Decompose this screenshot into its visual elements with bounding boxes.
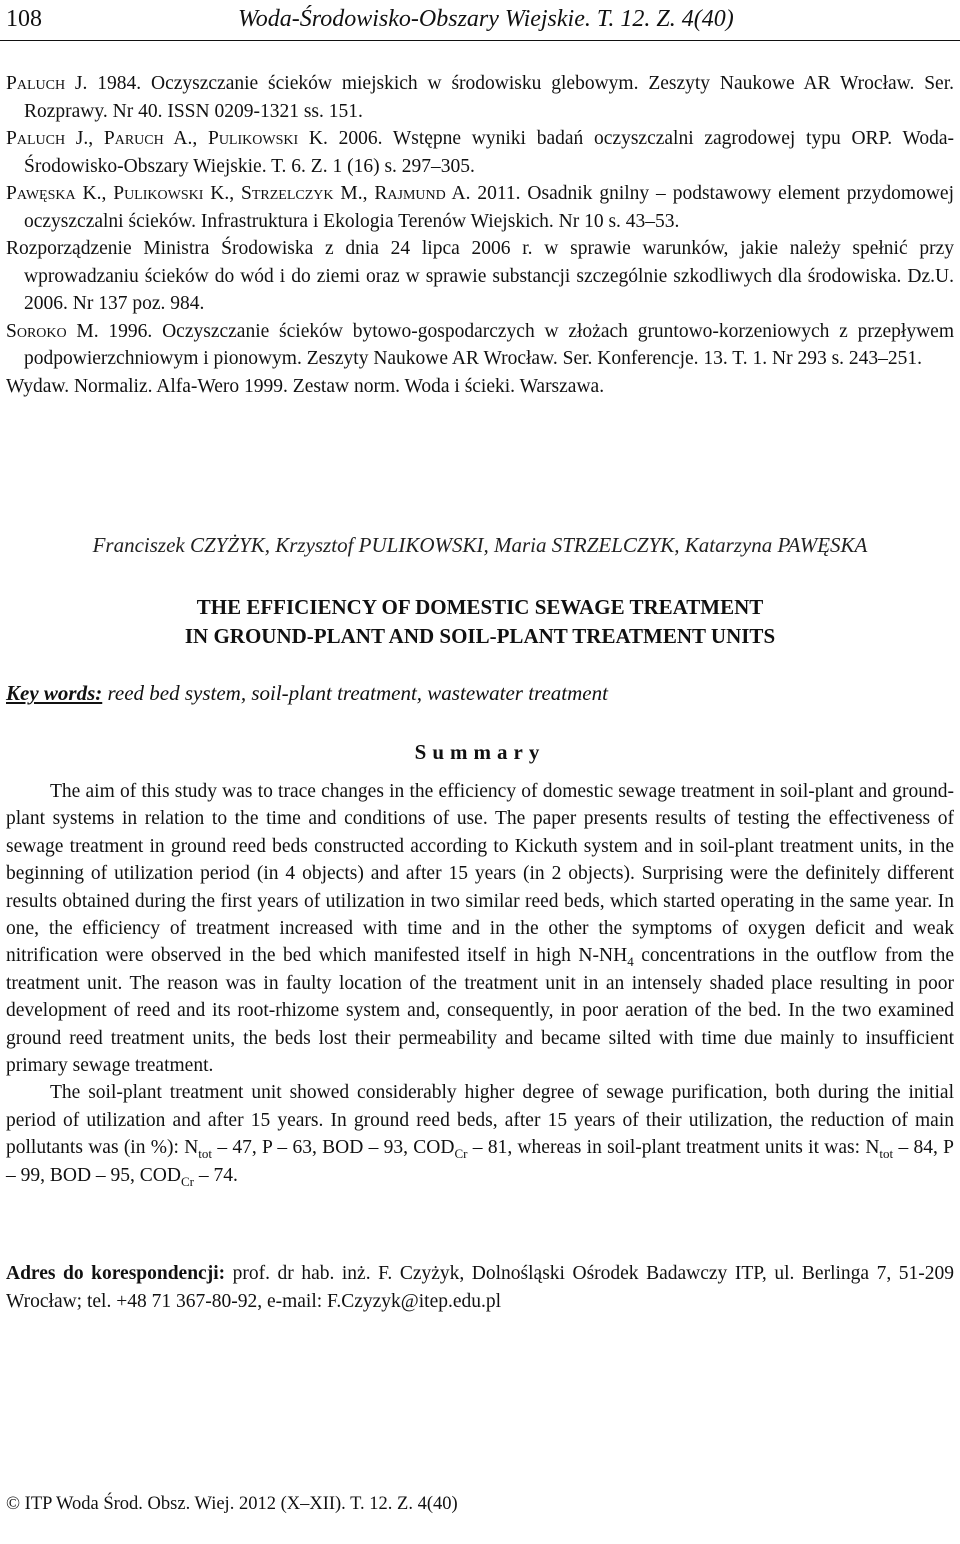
address-label: Adres do korespondencji: xyxy=(6,1263,226,1284)
subscript: 4 xyxy=(627,954,634,970)
reference-authors: Pawęska K., Pulikowski K., Strzelczyk M., Rajmund A. xyxy=(6,183,471,204)
subscript: Cr xyxy=(454,1146,468,1162)
reference-text: 2006. Wstępne wyniki badań oczyszczalni zagrodowej typu ORP. Woda-Środowisko-Obszary Wiejskie. T. 6. Z. 1 (16) s. 297–305. xyxy=(24,128,954,177)
header-rule xyxy=(0,40,960,41)
title-line-2: IN GROUND-PLANT AND SOIL-PLANT TREATMENT UNITS xyxy=(184,624,776,648)
keywords-text: reed bed system, soil-plant treatment, wastewater treatment xyxy=(102,681,608,705)
summary-text: – 84, P – 99, BOD – 95, COD xyxy=(6,1137,954,1186)
summary-text: – 47, P – 63, BOD – 93, COD xyxy=(212,1137,455,1159)
reference-list xyxy=(6,70,954,400)
summary-text: The soil-plant treatment unit showed considerably higher degree of sewage purification, both during the initial period of utilization and after 15 years. In ground reed beds, after 15 years of their utilization, the reduction of main pollutants was (in %): N xyxy=(6,1082,954,1159)
reference-text: 2011. Osadnik gnilny – podstawowy element przydomowej oczyszczalni ścieków. Infrastruktura i Ekologia Terenów Wiejskich. Nr 10 s. 43–53. xyxy=(24,183,954,232)
running-header xyxy=(0,0,960,46)
title-line-1: THE EFFICIENCY OF DOMESTIC SEWAGE TREATMENT xyxy=(196,595,764,619)
reference-authors: Paluch J. xyxy=(6,73,88,94)
reference-text: Wydaw. Normaliz. Alfa-Wero 1999. Zestaw norm. Woda i ścieki. Warszawa. xyxy=(6,375,605,397)
reference-text: Rozporządzenie Ministra Środowiska z dnia 24 lipca 2006 r. w sprawie warunków, jakie należy spełnić przy wprowadzaniu ścieków do wód i do ziemi oraz w sprawie substancji szczególnie szkodliwych dla środowiska. Dz.U. 2006. Nr 137 poz. 984. xyxy=(6,238,954,314)
summary-paragraph-1 xyxy=(6,778,954,1079)
reference-item xyxy=(6,180,954,235)
summary-text: – 74. xyxy=(193,1164,238,1186)
subscript: Cr xyxy=(180,1173,194,1189)
summary-text: – 81, whereas in soil-plant treatment units it was: N xyxy=(467,1137,880,1159)
subscript: tot xyxy=(198,1146,213,1162)
journal-title: Woda-Środowisko-Obszary Wiejskie. T. 12. Z. 4(40) xyxy=(238,6,734,32)
reference-text: 1984. Oczyszczanie ścieków miejskich w środowisku glebowym. Zeszyty Naukowe AR Wrocław. Ser. Rozprawy. Nr 40. ISSN 0209-1321 ss. 151. xyxy=(24,73,954,122)
summary-text: concentrations in the outflow from the treatment unit. The reason was in faulty location of the treatment unit in an intensely shaded place resulting in poor development of reed and its root-rhizome system and, consequently, in poor aeration of the bed. In the two examined ground reed treatment units, the beds lost their permeability and became silted with time due mainly to insufficient primary sewage treatment. xyxy=(6,945,955,1077)
keywords xyxy=(6,681,608,706)
reference-authors: Paluch J., Paruch A., Pulikowski K. xyxy=(6,128,328,149)
keywords-label: Key words: xyxy=(6,681,103,705)
reference-item xyxy=(6,373,954,401)
copyright-footer: © ITP Woda Środ. Obsz. Wiej. 2012 (X–XII). T. 12. Z. 4(40) xyxy=(6,1494,458,1514)
reference-text: 1996. Oczyszczanie ścieków bytowo-gospodarczych w złożach gruntowo-korzeniowych z przepływem podpowierzchniowym i pionowym. Zeszyty Naukowe AR Wrocław. Ser. Konferencje. 13. T. 1. Nr 293 s. 243–251. xyxy=(24,320,954,369)
correspondence-address xyxy=(6,1260,954,1315)
address-text: prof. dr hab. inż. F. Czyżyk, Dolnośląski Ośrodek Badawczy ITP, ul. Berlinga 7, 51-209 Wrocław; tel. +48 71 367-80-92, e-mail: F.Czyzyk@itep.edu.pl xyxy=(6,1263,954,1312)
subscript: tot xyxy=(879,1146,894,1162)
article-authors: Franciszek CZYŻYK, Krzysztof PULIKOWSKI, Maria STRZELCZYK, Katarzyna PAWĘSKA xyxy=(92,533,868,557)
summary-heading: Summary xyxy=(414,740,546,764)
article-title xyxy=(0,593,960,651)
summary-body xyxy=(6,778,954,1189)
summary-paragraph-2 xyxy=(6,1079,954,1189)
reference-item xyxy=(6,235,954,318)
reference-item xyxy=(6,125,954,180)
reference-item xyxy=(6,70,954,125)
reference-item xyxy=(6,318,954,373)
summary-text: The aim of this study was to trace changes in the efficiency of domestic sewage treatment in soil-plant and ground-plant systems in relation to the time and conditions of use. The paper presents results of testing the effectiveness of sewage treatment in ground reed beds constructed according to Kickuth system and in soil-plant treatment units, in the beginning of utilization period (in 4 objects) and after 15 years (in 2 objects). Surprising were the definitely different results obtained during the first years of utilization in two similar reed beds, which started operating in the same year. In one, the efficiency of treatment increased with time and in the other the symptoms of oxygen deficit and weak nitrification were observed in the bed which manifested itself in high N-NH xyxy=(6,781,954,967)
page-number: 108 xyxy=(6,6,42,32)
reference-authors: Soroko M. xyxy=(6,320,99,342)
